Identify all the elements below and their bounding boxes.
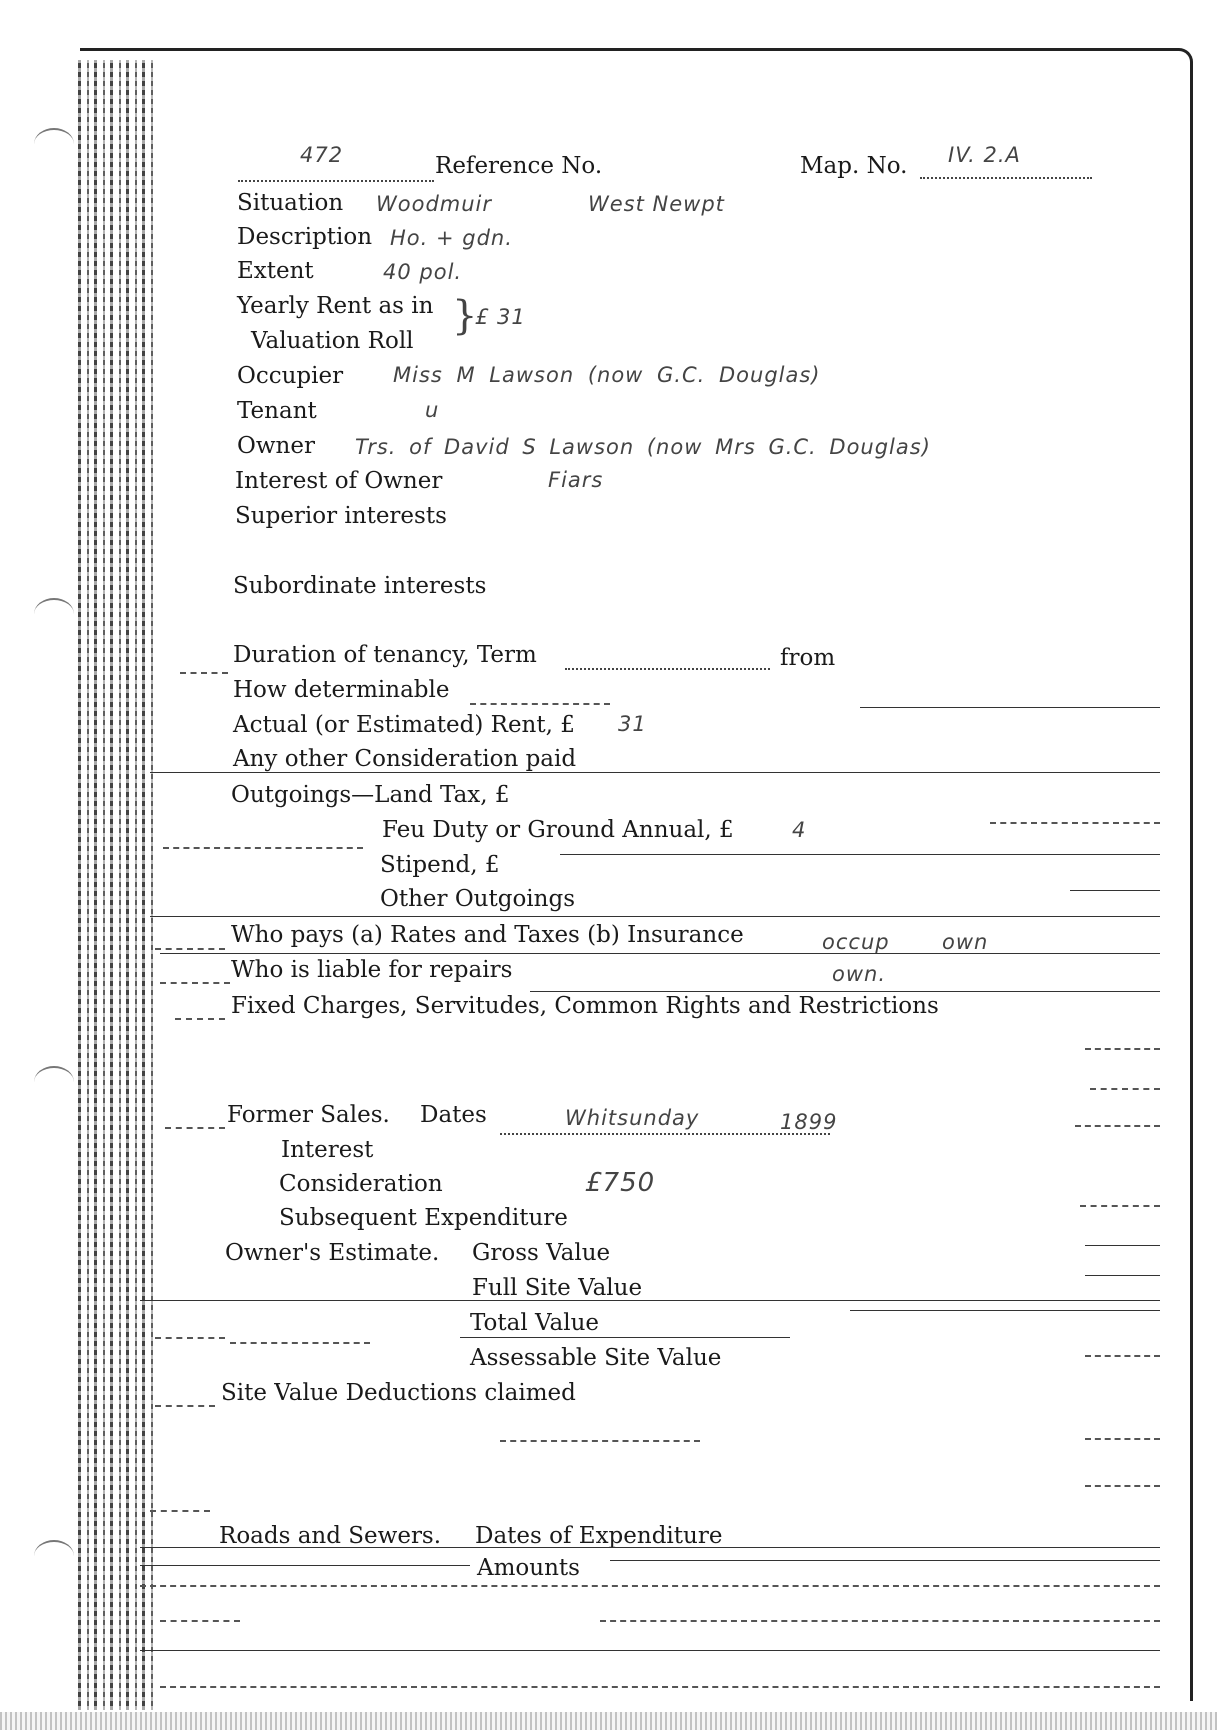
form-rule [150, 916, 1160, 917]
interest-of-owner-value: Fiars [548, 468, 604, 492]
margin-dash [165, 1127, 225, 1129]
map-label: Map. No. [800, 153, 908, 179]
situation-value-2: West Newpt [588, 192, 725, 216]
sale-date-line [500, 1133, 830, 1135]
rates-payer-value: occup [822, 930, 890, 954]
sale-date-value: Whitsunday [565, 1106, 700, 1130]
margin-dash [500, 1440, 700, 1442]
extent-label: Extent [237, 258, 314, 284]
form-rule [530, 991, 1160, 992]
actual-rent-value: 31 [618, 712, 647, 736]
total-value-label: Total Value [470, 1310, 600, 1336]
roads-and-sewers-label: Roads and Sewers. [219, 1523, 442, 1549]
from-label: from [780, 645, 836, 671]
margin-dash [1085, 1438, 1160, 1440]
margin-dash [163, 847, 363, 849]
subsequent-expenditure-label: Subsequent Expenditure [279, 1205, 568, 1231]
owner-label: Owner [237, 433, 315, 459]
ring-mark [34, 598, 74, 630]
margin-dash [155, 1337, 225, 1339]
consideration-value: £750 [585, 1168, 656, 1198]
actual-rent-label: Actual (or Estimated) Rent, £ [233, 712, 575, 738]
occupier-value: Miss M Lawson (now G.C. Douglas) [393, 363, 821, 387]
margin-dash [230, 1342, 370, 1344]
form-rule [1085, 1245, 1160, 1246]
other-outgoings-label: Other Outgoings [380, 886, 576, 912]
consideration-label: Consideration [279, 1171, 443, 1197]
interest-of-owner-label: Interest of Owner [235, 468, 443, 494]
other-consideration-label: Any other Consideration paid [233, 746, 577, 772]
former-sales-label: Former Sales. [227, 1102, 390, 1128]
dates-label: Dates [420, 1102, 487, 1128]
who-pays-label: Who pays (a) Rates and Taxes (b) Insurance [231, 922, 744, 948]
yearly-rent-value: £ 31 [475, 305, 526, 329]
margin-dash [175, 1018, 225, 1020]
valuation-roll-label: Valuation Roll [251, 328, 414, 354]
yearly-rent-label: Yearly Rent as in [237, 293, 434, 319]
margin-dash [155, 1405, 215, 1407]
fixed-charges-label: Fixed Charges, Servitudes, Common Rights and Restrictions [231, 993, 939, 1019]
ring-mark [34, 128, 74, 160]
margin-dash [990, 822, 1160, 824]
ring-mark [34, 1540, 74, 1572]
form-rule [150, 772, 1160, 773]
duration-label: Duration of tenancy, Term [233, 642, 537, 668]
form-rule [140, 1300, 1160, 1301]
situation-value-1: Woodmuir [376, 192, 493, 216]
dates-of-expenditure-label: Dates of Expenditure [475, 1523, 723, 1549]
margin-dash [600, 1620, 1160, 1622]
form-rule [860, 707, 1160, 708]
description-value: Ho. + gdn. [390, 226, 513, 250]
subordinate-interests-label: Subordinate interests [233, 573, 487, 599]
repairs-value: own. [832, 962, 887, 986]
site-value-deductions-label: Site Value Deductions claimed [221, 1380, 576, 1406]
margin-dash [160, 1686, 1160, 1688]
superior-interests-label: Superior interests [235, 503, 447, 529]
form-rule [1085, 1275, 1160, 1276]
margin-dash [1085, 1485, 1160, 1487]
assessable-site-value-label: Assessable Site Value [470, 1345, 722, 1371]
margin-dash [155, 948, 225, 950]
margin-dash [1080, 1205, 1160, 1207]
scan-bottom-edge [0, 1712, 1217, 1730]
situation-label: Situation [237, 190, 344, 216]
ring-mark [34, 1066, 74, 1098]
margin-dash [1075, 1125, 1160, 1127]
margin-dash [1090, 1088, 1160, 1090]
full-site-value-label: Full Site Value [472, 1275, 643, 1301]
form-rule [160, 953, 1160, 954]
margin-dash [180, 672, 228, 674]
margin-dash [1085, 1355, 1160, 1357]
sale-year-value: 1899 [780, 1110, 838, 1134]
feu-duty-label: Feu Duty or Ground Annual, £ [382, 817, 734, 843]
form-rule [140, 1547, 1160, 1548]
insurance-payer-value: own [942, 930, 989, 954]
form-rule [1070, 890, 1160, 891]
binding-edge [78, 60, 158, 1710]
land-tax-label: Outgoings—Land Tax, £ [231, 782, 510, 808]
gross-value-label: Gross Value [472, 1240, 611, 1266]
stipend-label: Stipend, £ [380, 852, 500, 878]
form-rule [560, 854, 1160, 855]
occupier-label: Occupier [237, 363, 344, 389]
bracket-brace: } [452, 293, 478, 339]
map-number: IV. 2.A [948, 143, 1021, 167]
who-liable-label: Who is liable for repairs [231, 957, 513, 983]
margin-dash [160, 1620, 240, 1622]
tenant-label: Tenant [237, 398, 317, 424]
owners-estimate-label: Owner's Estimate. [225, 1240, 440, 1266]
interest-label: Interest [281, 1137, 374, 1163]
owner-value: Trs. of David S Lawson (now Mrs G.C. Douglas) [355, 435, 931, 459]
map-line [920, 177, 1092, 179]
form-rule [140, 1650, 1160, 1651]
margin-dash [140, 1585, 1160, 1587]
form-rule [610, 1560, 1160, 1561]
how-determinable-label: How determinable [233, 677, 450, 703]
description-label: Description [237, 224, 373, 250]
form-rule [460, 1337, 790, 1338]
margin-dash [150, 1510, 210, 1512]
form-rule [140, 1565, 470, 1566]
determinable-line [470, 703, 610, 705]
term-line [565, 668, 770, 670]
amounts-label: Amounts [477, 1555, 580, 1581]
feu-duty-value: 4 [792, 818, 807, 842]
margin-dash [160, 982, 230, 984]
reference-label: Reference No. [435, 153, 603, 179]
tenant-value: u [425, 398, 440, 422]
reference-number: 472 [300, 143, 344, 167]
reference-line [238, 180, 434, 182]
margin-dash [1085, 1048, 1160, 1050]
extent-value: 40 pol. [383, 260, 463, 284]
form-rule [850, 1310, 1160, 1311]
